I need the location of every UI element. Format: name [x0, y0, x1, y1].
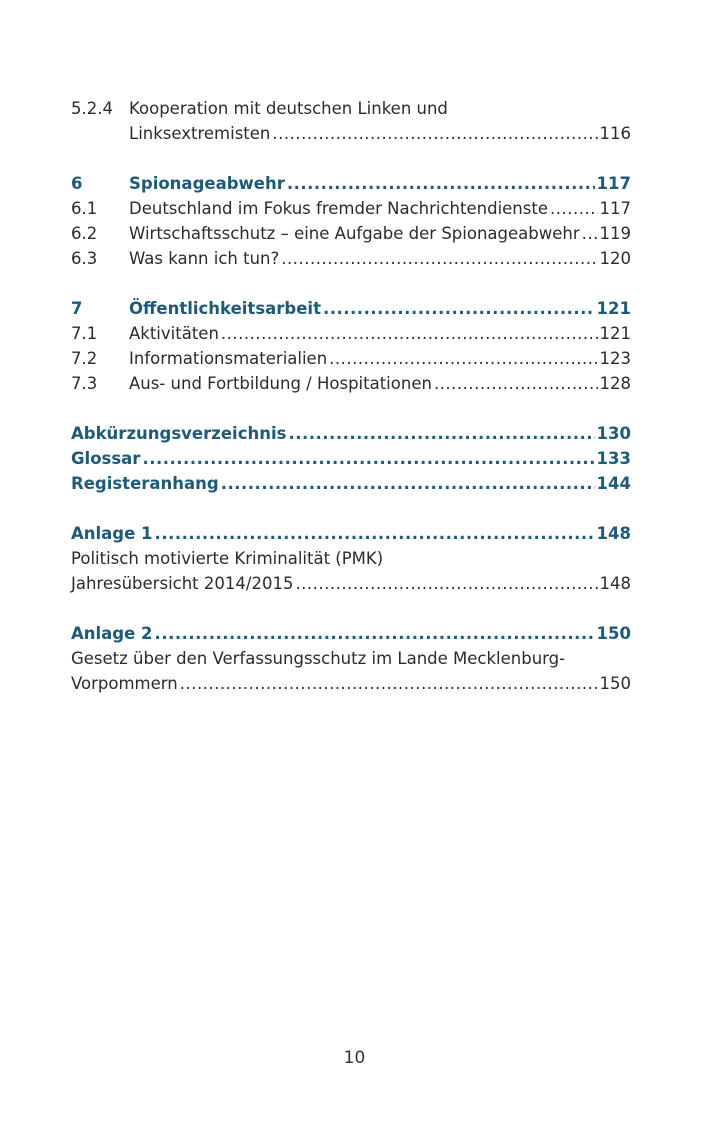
section-title: Aus- und Fortbildung / Hospitationen: [129, 374, 432, 393]
section-number: 6.1: [71, 199, 98, 218]
chapter-title: Anlage 2: [71, 624, 153, 643]
section-number: 7.3: [71, 374, 98, 393]
appendix-description-cont: Vorpommern: [71, 674, 178, 693]
toc-appendix-2-desc-cont[interactable]: [71, 671, 631, 696]
chapter-title: Registeranhang: [71, 474, 219, 493]
leader-dots: [434, 371, 598, 396]
section-title-cont: Linksextremisten: [129, 124, 271, 143]
section-number: 7.2: [71, 349, 98, 368]
section-number: 6.2: [71, 224, 98, 243]
page-ref: 119: [599, 224, 631, 243]
page-ref: 144: [596, 474, 631, 493]
toc-appendix-1[interactable]: [71, 521, 631, 546]
page-ref: 116: [599, 124, 631, 143]
chapter-title: Abkürzungsverzeichnis: [71, 424, 287, 443]
leader-dots: [281, 246, 597, 271]
toc-appendix-2-desc: [71, 646, 631, 671]
toc-appendix-2[interactable]: [71, 621, 631, 646]
section-title: Wirtschaftsschutz – eine Aufgabe der Spionageabwehr: [129, 224, 580, 243]
section-title: Was kann ich tun?: [129, 249, 280, 268]
toc-register[interactable]: [71, 471, 631, 496]
page-number: 10: [343, 1048, 366, 1068]
leader-dots: [142, 446, 594, 471]
leader-dots: [323, 296, 595, 321]
toc-chapter-6[interactable]: [71, 171, 631, 196]
chapter-title: Glossar: [71, 449, 141, 468]
toc-appendix-1-desc: [71, 546, 631, 571]
section-number: 6.3: [71, 249, 98, 268]
toc-entry-6-1[interactable]: [71, 196, 631, 221]
leader-dots: [288, 421, 594, 446]
section-title: Kooperation mit deutschen Linken und: [129, 99, 448, 118]
leader-dots: [221, 321, 598, 346]
appendix-description: Politisch motivierte Kriminalität (PMK): [71, 549, 384, 568]
leader-dots: [287, 171, 595, 196]
leader-dots: [550, 196, 598, 221]
leader-dots: [155, 521, 595, 546]
leader-dots: [329, 346, 597, 371]
section-title: Informationsmaterialien: [129, 349, 328, 368]
toc-entry-5-2-4[interactable]: [71, 96, 631, 121]
section-title: Deutschland im Fokus fremder Nachrichtendienste: [129, 199, 548, 218]
leader-dots: [272, 121, 597, 146]
toc-entry-7-3[interactable]: [71, 371, 631, 396]
leader-dots: [221, 471, 595, 496]
leader-dots: [155, 621, 595, 646]
chapter-title: Anlage 1: [71, 524, 153, 543]
page-ref: 150: [599, 674, 631, 693]
page-ref: 148: [596, 524, 631, 543]
appendix-description: Gesetz über den Verfassungsschutz im Lande Mecklenburg-: [71, 649, 566, 668]
page-ref: 120: [599, 249, 631, 268]
page-ref: 121: [599, 324, 631, 343]
toc-chapter-7[interactable]: [71, 296, 631, 321]
toc-appendix-1-desc-cont[interactable]: [71, 571, 631, 596]
toc-entry-6-3[interactable]: [71, 246, 631, 271]
page-ref: 121: [596, 299, 631, 318]
chapter-title: Spionageabwehr: [129, 174, 285, 193]
toc-entry-7-1[interactable]: [71, 321, 631, 346]
page-ref: 133: [596, 449, 631, 468]
chapter-number: 7: [71, 299, 83, 318]
section-number: 7.1: [71, 324, 98, 343]
page-ref: 150: [596, 624, 631, 643]
chapter-number: 6: [71, 174, 83, 193]
section-number: 5.2.4: [71, 99, 113, 118]
toc-entry-6-2[interactable]: [71, 221, 631, 246]
leader-dots: [582, 221, 598, 246]
page-ref: 117: [596, 174, 631, 193]
page-ref: 117: [599, 199, 631, 218]
toc-abbreviations[interactable]: [71, 421, 631, 446]
toc-entry-7-2[interactable]: [71, 346, 631, 371]
appendix-description-cont: Jahresübersicht 2014/2015: [71, 574, 294, 593]
page-ref: 128: [599, 374, 631, 393]
toc-entry-5-2-4-cont[interactable]: [71, 121, 631, 146]
leader-dots: [295, 571, 597, 596]
page-ref: 130: [596, 424, 631, 443]
table-of-contents: [71, 96, 631, 696]
chapter-title: Öffentlichkeitsarbeit: [129, 299, 321, 318]
page-ref: 148: [599, 574, 631, 593]
page-ref: 123: [599, 349, 631, 368]
section-title: Aktivitäten: [129, 324, 219, 343]
leader-dots: [180, 671, 598, 696]
toc-glossary[interactable]: [71, 446, 631, 471]
